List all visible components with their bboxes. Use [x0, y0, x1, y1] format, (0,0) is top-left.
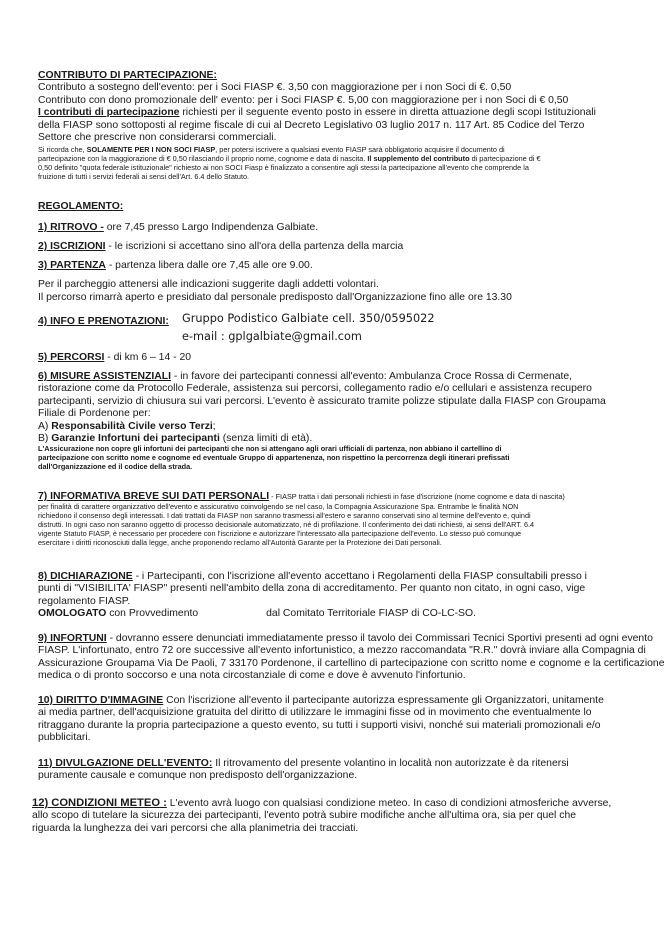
rule-7-block: [38, 491, 638, 548]
rule-7-text: - FIASP tratta i dati personali richiesti in fase d'iscrizione (nome cognome e data di nascita): [269, 492, 565, 501]
rule-2-head: 2) ISCRIZIONI: [38, 241, 106, 252]
rule-12-line-3: riguarda la lunghezza dei vari percorsi che alla planimetria dei tracciati.: [32, 822, 359, 834]
rule-6-line-a: [38, 421, 638, 433]
rule-9-block: [38, 633, 665, 683]
rule-6-line-4: Filiale di Pordenone per:: [38, 408, 151, 420]
rule-7-line-5: vigente Statuto FIASP, è necessario per procedere con l'iscrizione e autorizzare l'interessato alla partecipazione dell'evento. Lo stesso può comunque: [38, 529, 522, 539]
rule-10-line-1: [38, 695, 638, 707]
rule-12-line-2: allo scopo di tutelare la sicurezza dei partecipanti, l'evento potrà subire modifiche anche all'ultima ora, sia per quel che: [32, 810, 577, 822]
rule-8-head: 8) DICHIARAZIONE: [38, 571, 133, 582]
omologato-b: dal Comitato Territoriale FIASP di CO-LC-SO.: [266, 608, 476, 620]
rule-10-line-3: ritraggano durante la propria partecipazione a questo evento, su tutti i supporti visivi, nonché sui materiali promozionali e/o: [38, 719, 601, 731]
rule-7-head: 7) INFORMATIVA BREVE SUI DATI PERSONALI: [38, 491, 270, 502]
note-2-b: Il supplemento del contributo: [367, 154, 470, 164]
rule-3-text: - partenza libera dalle ore 7,45 alle ore 9.00.: [105, 260, 313, 271]
rule-10-line-2: ai media partner, dell'acquisizione gratuita del diritto di utilizzare le immagini fisse od in movimento che eventualmente lo: [38, 707, 592, 719]
note-2-a: partecipazione con la maggiorazione di € 0,50 rilasciando il proprio nome, cognome e data di nascita.: [38, 154, 368, 164]
rule-6-note-2: partecipazione con scritto nome e cognome ed eventuale Gruppo di appartenenza, non rispettino la percorrenza degli itinerari prefissati: [38, 453, 510, 463]
rule-6-note-3: dall'Organizzazione ed il codice della strada.: [38, 462, 193, 472]
rule-6-a-tail: ;: [212, 420, 216, 432]
omologato-a: con Provvedimento: [106, 608, 199, 620]
rule-6-line-3: partecipanti, servizio di chiusura sui vari percorsi. L'evento è assicurato tramite polizze stipulate dalla FIASP con Groupama: [38, 395, 606, 407]
rule-12-line-1: [32, 797, 632, 810]
contributo-section: [38, 70, 638, 182]
rule-6-a-lead: A): [38, 420, 52, 432]
rule-5-text: - di km 6 – 14 - 20: [104, 352, 192, 363]
rule-6-note-1: L'Assicurazione non copre gli infortuni dei partecipanti che non si attengano agli orari ufficiali di partenza, non abbiano il cartellino di: [38, 444, 502, 454]
note-1-b: SOLAMENTE PER I NON SOCI FIASP: [86, 145, 216, 155]
rule-3-line-3: Il percorso rimarrà aperto e presidiato dal personale predisposto dall'Organizzazione fino alle ore 13.30: [38, 291, 512, 303]
rule-3: [38, 260, 638, 272]
rule-5: [38, 352, 191, 364]
rule-9-line-4: medica o di pronto soccorso e una nota circostanziale di come e dove è avvenuto l'infortunio.: [38, 670, 466, 682]
rule-3-line-2: Per il parcheggio attenersi alle indicazioni suggerite dagli addetti volontari.: [38, 279, 379, 291]
rule-9-line-1: [38, 633, 653, 645]
rule-7-line-4: distrutti. In ogni caso non saranno oggetto di processo decisionale automatizzato, né di profilazione. Il conferimento dei dati richiesti, ai sensi dell'ART. 6.4: [38, 520, 535, 530]
rule-6-a: Responsabilità Civile verso Terzi: [51, 420, 213, 432]
rule-8-line-2: punti di "VISIBILITA' FIASP" presenti nell'ambito della zona di accreditamento. Per quanto non citato, in ogni caso, vige: [38, 583, 586, 595]
rule-6-head: 6) MISURE ASSISTENZIALI: [38, 371, 171, 382]
rule-12-text: L'evento avrà luogo con qualsiasi condizione meteo. In caso di condizioni atmosferiche avverse,: [166, 798, 612, 809]
contributo-line-3-rest: richiesti per il seguente evento posto in essere in diretta attuazione degli scopi Istituzionali: [179, 107, 596, 119]
omologato-line: [38, 608, 638, 620]
rule-11-head: 11) DIVULGAZIONE DELL'EVENTO:: [38, 758, 213, 769]
rule-9-line-2: FIASP. L'infortunato, entro 72 ore successive all'evento infortunistico, a mezzo raccomandata "R.R." dovrà inviare alla Compagnia di: [38, 645, 646, 657]
rule-8-line-1: [38, 571, 638, 583]
rule-1: [38, 222, 318, 234]
rule-6-text: - in favore dei partecipanti connessi all'evento: Ambulanza Croce Rossa di Cermenate,: [170, 371, 573, 382]
omologato-head: OMOLOGATO: [38, 608, 107, 620]
rule-6-b-lead: B): [38, 433, 52, 445]
rule-5-head: 5) PERCORSI: [38, 352, 105, 363]
rule-3-head: 3) PARTENZA: [38, 260, 106, 271]
note-2-c: di partecipazione di €: [469, 154, 541, 164]
rule-10-text: Con l'iscrizione all'evento il partecipante autorizza espressamente gli Organizzatori, unitamente: [163, 695, 604, 706]
rule-2-text: - le iscrizioni si accettano sino all'ora della partenza della marcia: [105, 241, 404, 252]
rule-11-block: [38, 758, 638, 783]
contributo-line-3: [38, 107, 638, 119]
rule-7-line-3: richiedono il consenso degli interessati. I dati trattati da FIASP non saranno trasmessi all'estero e saranno conservati sino al termine dell'evento e, quindi: [38, 511, 531, 521]
rule-1-head: 1) RITROVO -: [38, 222, 104, 233]
rule-6-line-2: ristorazione come da Protocollo Federale, assistenza sui percorsi, collegamento radio e/o cellulari e assistenza recupero: [38, 383, 592, 395]
rule-11-line-2: puramente causale e comunque non predisposto dell'organizzazione.: [38, 770, 358, 782]
contributo-title: CONTRIBUTO DI PARTECIPAZIONE:: [38, 70, 217, 81]
rule-8-line-3: regolamento FIASP.: [38, 595, 131, 607]
rule-6-b-tail: (senza limiti di età).: [219, 433, 313, 445]
rule-6-b: Garanzie Infortuni dei partecipanti: [51, 433, 220, 445]
contributo-lead: I contributi di partecipazione: [38, 107, 180, 119]
rule-8-text: - i Partecipanti, con l'iscrizione all'evento accettano i Regolamenti della FIASP consultabili presso i: [132, 571, 587, 582]
rule-12-block: [32, 797, 632, 835]
rule-11-text: Il ritrovamento del presente volantino in località non autorizzate è da ritenersi: [212, 758, 569, 769]
rule-8-block: [38, 571, 638, 621]
rule-2: [38, 241, 403, 253]
contributo-line-4: della FIASP sono sottoposti al regime fiscale di cui al Decreto Legislativo 03 luglio 2017 n. 117 Art. 85 Codice del Terzo: [38, 119, 585, 131]
info-contact: Gruppo Podistico Galbiate cell. 350/0595022: [182, 312, 435, 325]
rule-10-line-4: pubblicitari.: [38, 732, 91, 744]
rule-11-line-1: [38, 758, 638, 770]
rule-10-head: 10) DIRITTO D'IMMAGINE: [38, 695, 164, 706]
note-1-a: Si ricorda che,: [38, 145, 87, 155]
regolamento-title: REGOLAMENTO:: [38, 201, 124, 212]
rule-7-line-6: esercitare i diritti riconosciuti dalla legge, anche proponendo reclamo all'Autorità Garante per la Protezione dei Dati personali.: [38, 538, 442, 548]
contributo-line-2: Contributo con dono promozionale dell' evento: per i Soci FIASP €. 5,00 con maggiorazione per i non Soci di € 0,50: [38, 94, 569, 106]
rule-9-line-3: Assicurazione Groupama Via De Paoli, 7 33170 Pordenone, il cartellino di partecipazione con scritto nome e cognome e la certificazione: [38, 657, 665, 669]
rule-6-block: [38, 371, 638, 472]
rule-10-block: [38, 695, 638, 745]
note-1-c: , per potersi iscrivere a qualsiasi evento FIASP sarà obbligatorio acquisire il documento di: [215, 145, 505, 155]
info-email: e-mail : gplgalbiate@gmail.com: [182, 330, 362, 343]
rule-6-line-1: [38, 371, 638, 383]
contributo-line-5: Settore che prescrive non considerarsi commerciali.: [38, 132, 277, 144]
rule-9-text: - dovranno essere denunciati immediatamente presso il tavolo dei Commissari Tecnici Sportivi presenti ad ogni evento: [106, 633, 653, 644]
rule-7-line-2: per finalità di carattere organizzativo dell'evento e assicurativo coinvolgendo se nel caso, la Compagnia Assicurazione Spa. Entrambe le finalità NON: [38, 502, 519, 512]
rule-1-text: ore 7,45 presso Largo Indipendenza Galbiate.: [103, 222, 319, 233]
rule-4-head: 4) INFO E PRENOTAZIONI:: [38, 316, 169, 327]
rule-12-head: 12) CONDIZIONI METEO :: [32, 797, 167, 809]
contributo-note-3: 0,50 definito "quota federale istituzionale" richiesto ai non SOCI Fiasp è finalizzato a consentire agli stessi la partecipazione all'evento che comprende la: [38, 163, 529, 173]
rule-3-block: [38, 260, 638, 304]
contributo-line-1: Contributo a sostegno dell'evento: per i Soci FIASP €. 3,50 con maggiorazione per i non Soci di €. 0,50: [38, 82, 512, 94]
contributo-note-4: fruizione di tutti i servizi federali ai sensi dell'Art. 6.4 dello Statuto.: [38, 172, 250, 182]
rule-9-head: 9) INFORTUNI: [38, 633, 107, 644]
